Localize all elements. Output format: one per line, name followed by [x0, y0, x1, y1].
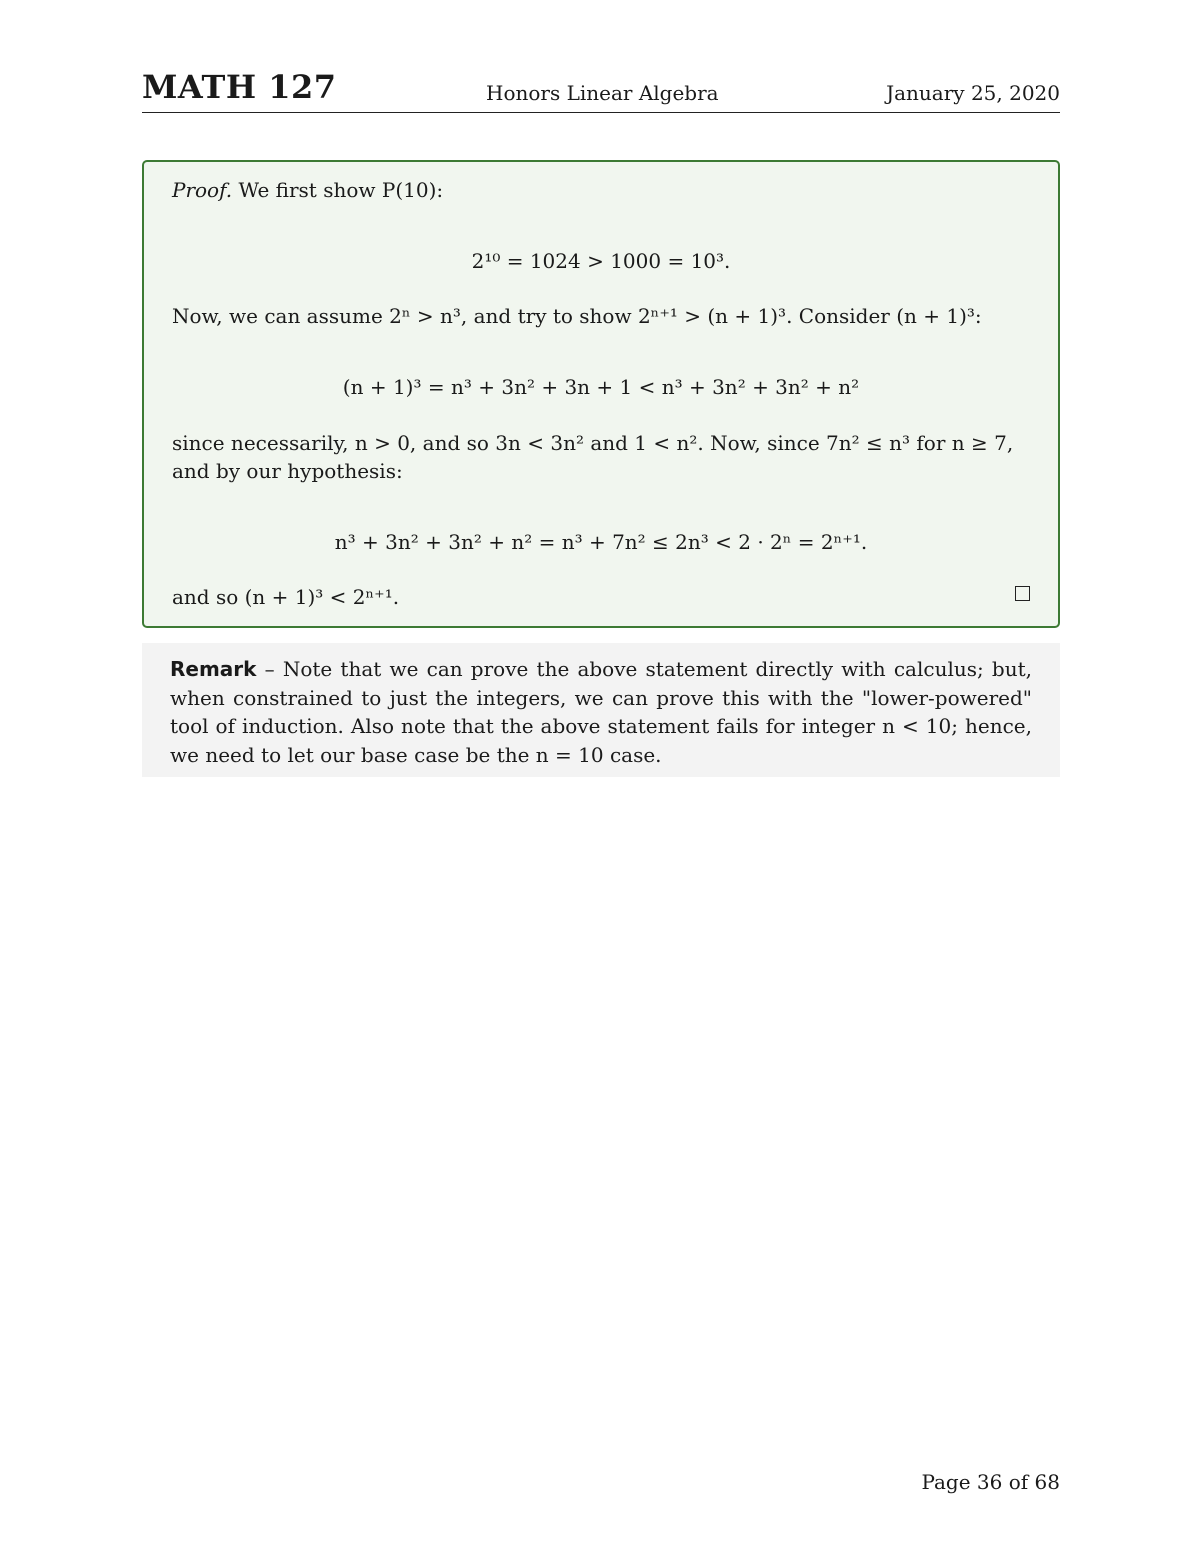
proof-intro-line: [172, 178, 443, 202]
equation-base-case: 2¹⁰ = 1024 > 1000 = 10³.: [471, 249, 731, 273]
proof-label: Proof.: [172, 178, 233, 202]
course-title: MATH 127: [142, 68, 337, 106]
remark-box: [142, 643, 1060, 777]
proof-intro: We first show P(10):: [238, 178, 444, 202]
remark-label: Remark: [170, 657, 257, 681]
qed-square-icon: [1015, 586, 1030, 601]
proof-step-justify-2: and by our hypothesis:: [172, 459, 403, 483]
page-number: Page 36 of 68: [921, 1470, 1060, 1494]
course-subject: Honors Linear Algebra: [486, 81, 719, 105]
proof-step-assume: Now, we can assume 2ⁿ > n³, and try to show 2ⁿ⁺¹ > (n + 1)³. Consider (n + 1)³:: [172, 304, 982, 328]
equation-expansion: (n + 1)³ = n³ + 3n² + 3n + 1 < n³ + 3n² + 3n² + n²: [342, 375, 860, 399]
proof-box: [142, 160, 1060, 628]
equation-inductive-bound: n³ + 3n² + 3n² + n² = n³ + 7n² ≤ 2n³ < 2 · 2ⁿ = 2ⁿ⁺¹.: [334, 530, 868, 554]
proof-conclusion: and so (n + 1)³ < 2ⁿ⁺¹.: [172, 585, 400, 609]
proof-step-justify-1: since necessarily, n > 0, and so 3n < 3n² and 1 < n². Now, since 7n² ≤ n³ for n ≥ 7,: [172, 431, 1014, 455]
remark-paragraph: [170, 655, 1032, 769]
remark-text: – Note that we can prove the above statement directly with calculus; but, when constrained to just the integers, we can prove this with the "lower-powered" tool of induction. Also note that the above statement fails for integer n < 10; hence, we need to let our base case be the n = 10 case.: [170, 657, 1033, 767]
header-date: January 25, 2020: [886, 81, 1060, 105]
page-header: [142, 66, 1060, 113]
